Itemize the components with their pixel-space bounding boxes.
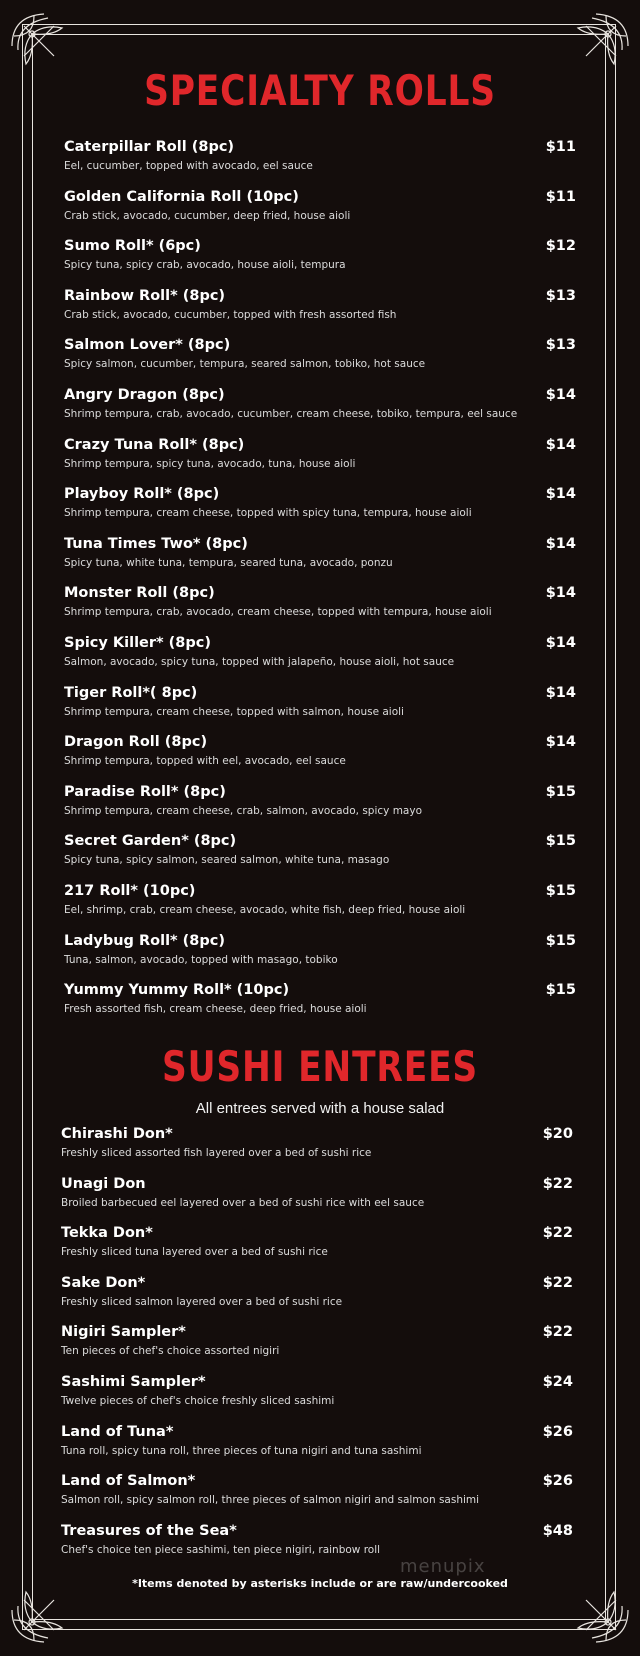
menu-item-name: Land of Salmon* bbox=[61, 1473, 196, 1490]
menu-item-description: Shrimp tempura, spicy tuna, avocado, tuna, house aioli bbox=[64, 457, 356, 470]
sushi-entrees-title: SUSHI ENTREES bbox=[161, 1042, 479, 1091]
menu-item-name: Treasures of the Sea* bbox=[61, 1522, 237, 1539]
menu-item-price: $14 bbox=[545, 684, 576, 701]
menu-item-description: Shrimp tempura, topped with eel, avocado, eel sauce bbox=[64, 755, 346, 768]
menu-item bbox=[64, 685, 576, 735]
menu-item-description: Spicy tuna, spicy crab, avocado, house aioli, tempura bbox=[64, 259, 346, 272]
menu-item-price: $14 bbox=[545, 535, 576, 552]
menu-item bbox=[64, 288, 576, 338]
menu-item-description: Broiled barbecued eel layered over a bed of sushi rice with eel sauce bbox=[61, 1196, 425, 1209]
menu-item-price: $12 bbox=[545, 238, 576, 255]
menu-item-price: $20 bbox=[542, 1126, 573, 1142]
menu-item-description: Spicy tuna, white tuna, tempura, seared tuna, avocado, ponzu bbox=[64, 556, 393, 569]
menu-item-description: Crab stick, avocado, cucumber, topped with fresh assorted fish bbox=[64, 308, 397, 321]
menu-item-name: Spicy Killer* (8pc) bbox=[64, 634, 211, 651]
menu-item-price: $15 bbox=[545, 982, 576, 999]
menu-item-name: 217 Roll* (10pc) bbox=[64, 882, 196, 899]
menu-item-description: Shrimp tempura, cream cheese, crab, salmon, avocado, spicy mayo bbox=[64, 804, 422, 817]
menu-item-price: $14 bbox=[545, 634, 576, 651]
menu-item-name: Unagi Don bbox=[61, 1175, 146, 1192]
menu-item-name: Playboy Roll* (8pc) bbox=[64, 486, 220, 503]
menu-item-description: Twelve pieces of chef's choice freshly sliced sashimi bbox=[61, 1394, 335, 1407]
menu-item-price: $14 bbox=[545, 486, 576, 503]
menu-item-description: Ten pieces of chef's choice assorted nigiri bbox=[61, 1345, 280, 1358]
menu-item-price: $48 bbox=[542, 1522, 573, 1539]
menu-item-name: Sake Don* bbox=[61, 1274, 146, 1291]
watermark: menupix bbox=[400, 1556, 486, 1577]
menu-item-name: Dragon Roll (8pc) bbox=[64, 734, 208, 751]
menu-item bbox=[61, 1275, 573, 1325]
menu-item-price: $26 bbox=[542, 1423, 573, 1440]
menu-item-price: $22 bbox=[542, 1175, 573, 1192]
menu-item bbox=[64, 982, 576, 1032]
menu-item-name: Secret Garden* (8pc) bbox=[64, 833, 237, 850]
menu-item bbox=[64, 536, 576, 586]
menu-item-price: $14 bbox=[545, 386, 576, 403]
menu-item-price: $22 bbox=[542, 1324, 573, 1341]
corner-ornament-icon bbox=[4, 1580, 74, 1650]
menu-item bbox=[64, 833, 576, 883]
menu-item bbox=[64, 486, 576, 536]
menu-item-description: Freshly sliced salmon layered over a bed of sushi rice bbox=[61, 1295, 343, 1308]
menu-item-description: Spicy tuna, spicy salmon, seared salmon, white tuna, masago bbox=[64, 854, 390, 867]
menu-item bbox=[64, 139, 576, 189]
menu-item-description: Shrimp tempura, cream cheese, topped with salmon, house aioli bbox=[64, 705, 404, 718]
menu-item bbox=[64, 585, 576, 635]
menu-item-name: Tekka Don* bbox=[61, 1225, 153, 1242]
menu-item bbox=[64, 437, 576, 487]
menu-item-name: Sumo Roll* (6pc) bbox=[64, 238, 201, 255]
menu-item bbox=[61, 1473, 573, 1523]
menu-item bbox=[61, 1374, 573, 1424]
menu-item-price: $22 bbox=[542, 1225, 573, 1242]
menu-item-description: Eel, shrimp, crab, cream cheese, avocado, white fish, deep fried, house aioli bbox=[64, 903, 466, 916]
menu-item-name: Crazy Tuna Roll* (8pc) bbox=[64, 436, 245, 453]
menu-item-price: $14 bbox=[545, 585, 576, 602]
menu-item bbox=[64, 189, 576, 239]
menu-item-name: Monster Roll (8pc) bbox=[64, 585, 215, 602]
menu-item-price: $11 bbox=[545, 139, 576, 155]
menu-item bbox=[64, 734, 576, 784]
menu-item-description: Salmon, avocado, spicy tuna, topped with jalapeño, house aioli, hot sauce bbox=[64, 655, 455, 668]
menu-item-description: Crab stick, avocado, cucumber, deep fried, house aioli bbox=[64, 209, 351, 222]
sushi-entrees-subtitle: All entrees served with a house salad bbox=[195, 1100, 445, 1117]
menu-item-name: Rainbow Roll* (8pc) bbox=[64, 287, 226, 304]
menu-item-description: Freshly sliced assorted fish layered over a bed of sushi rice bbox=[61, 1147, 372, 1159]
menu-item-name: Tiger Roll*( 8pc) bbox=[64, 684, 198, 701]
menu-item-price: $15 bbox=[545, 833, 576, 850]
menu-item-name: Tuna Times Two* (8pc) bbox=[64, 535, 248, 552]
specialty-rolls-list bbox=[64, 139, 576, 1032]
menu-item-price: $15 bbox=[545, 882, 576, 899]
menu-item bbox=[61, 1523, 573, 1573]
menu-item-description: Salmon roll, spicy salmon roll, three pieces of salmon nigiri and salmon sashimi bbox=[61, 1494, 480, 1507]
menu-item-price: $15 bbox=[545, 783, 576, 800]
menu-item-description: Freshly sliced tuna layered over a bed of sushi rice bbox=[61, 1246, 328, 1259]
menu-item bbox=[61, 1324, 573, 1374]
menu-item-description: Shrimp tempura, cream cheese, topped with spicy tuna, tempura, house aioli bbox=[64, 507, 472, 520]
menu-item-name: Caterpillar Roll (8pc) bbox=[64, 139, 235, 155]
menu-item-description: Spicy salmon, cucumber, tempura, seared salmon, tobiko, hot sauce bbox=[64, 358, 426, 371]
menu-item-price: $13 bbox=[545, 337, 576, 354]
menu-item-description: Eel, cucumber, topped with avocado, eel sauce bbox=[64, 160, 313, 172]
menu-item bbox=[64, 238, 576, 288]
menu-item-name: Yummy Yummy Roll* (10pc) bbox=[64, 982, 290, 999]
menu-item-name: Chirashi Don* bbox=[61, 1126, 173, 1142]
menu-item-description: Fresh assorted fish, cream cheese, deep fried, house aioli bbox=[64, 1003, 367, 1016]
menu-item-price: $26 bbox=[542, 1473, 573, 1490]
menu-item-description: Chef's choice ten piece sashimi, ten piece nigiri, rainbow roll bbox=[61, 1543, 381, 1556]
menu-item bbox=[64, 933, 576, 983]
menu-item-description: Tuna, salmon, avocado, topped with masago, tobiko bbox=[64, 953, 338, 966]
menu-item bbox=[64, 784, 576, 834]
menu-item-name: Paradise Roll* (8pc) bbox=[64, 783, 226, 800]
menu-item-price: $13 bbox=[545, 287, 576, 304]
menu-item-description: Shrimp tempura, crab, avocado, cucumber, cream cheese, tobiko, tempura, eel sauce bbox=[64, 407, 518, 420]
specialty-rolls-title: SPECIALTY ROLLS bbox=[144, 66, 496, 115]
menu-item-name: Golden California Roll (10pc) bbox=[64, 188, 299, 205]
corner-ornament-icon bbox=[566, 1580, 636, 1650]
menu-item bbox=[61, 1424, 573, 1474]
menu-item bbox=[61, 1176, 573, 1226]
menu-item-price: $15 bbox=[545, 932, 576, 949]
menu-item-name: Salmon Lover* (8pc) bbox=[64, 337, 231, 354]
menu-item bbox=[61, 1225, 573, 1275]
menu-item-price: $14 bbox=[545, 734, 576, 751]
menu-item-price: $14 bbox=[545, 436, 576, 453]
raw-food-footnote: *Items denoted by asterisks include or are raw/undercooked bbox=[132, 1577, 508, 1590]
menu-item-description: Tuna roll, spicy tuna roll, three pieces of tuna nigiri and tuna sashimi bbox=[61, 1444, 422, 1457]
menu-item-price: $11 bbox=[545, 188, 576, 205]
menu-item bbox=[61, 1126, 573, 1176]
menu-item bbox=[64, 883, 576, 933]
menu-item-name: Nigiri Sampler* bbox=[61, 1324, 186, 1341]
menu-item bbox=[64, 635, 576, 685]
sushi-entrees-list bbox=[61, 1126, 573, 1572]
menu-item-price: $24 bbox=[542, 1373, 573, 1390]
menu-item-name: Angry Dragon (8pc) bbox=[64, 386, 225, 403]
menu-item-name: Sashimi Sampler* bbox=[61, 1373, 206, 1390]
menu-item-description: Shrimp tempura, crab, avocado, cream cheese, topped with tempura, house aioli bbox=[64, 606, 492, 619]
menu-item bbox=[64, 337, 576, 387]
menu-item-price: $22 bbox=[542, 1274, 573, 1291]
menu-item-name: Ladybug Roll* (8pc) bbox=[64, 932, 226, 949]
menu-item bbox=[64, 387, 576, 437]
menu-item-name: Land of Tuna* bbox=[61, 1423, 174, 1440]
